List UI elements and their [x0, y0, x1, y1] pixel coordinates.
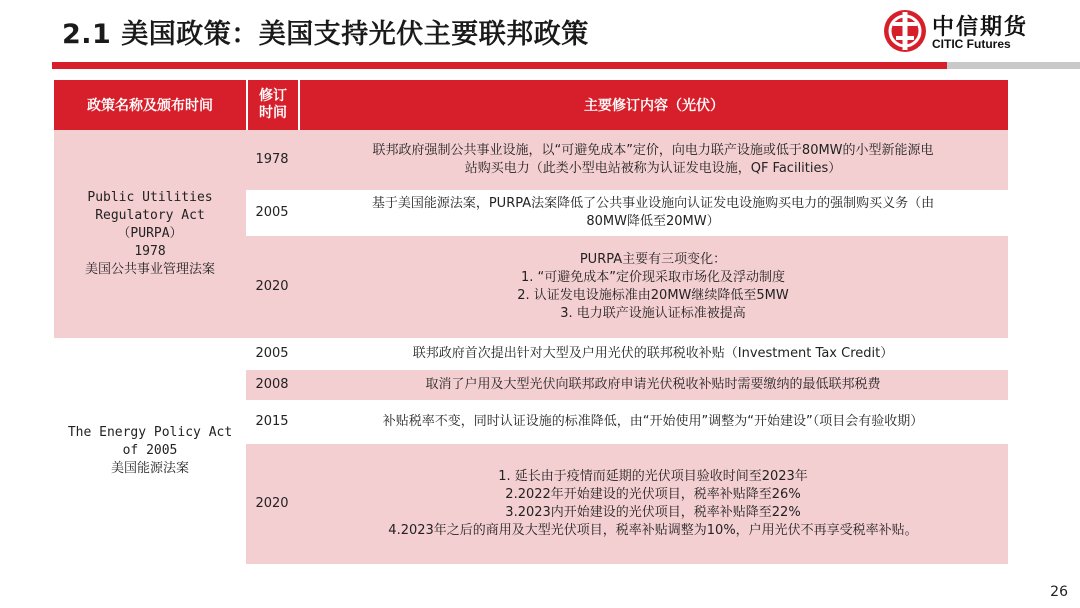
policy-cell-purpa	[54, 130, 246, 338]
content-line: 联邦政府强制公共事业设施，以“可避免成本”定价，向电力联产设施或低于80MW的小型新能源电	[372, 143, 934, 158]
content-line: 1. “可避免成本”定价现采取市场化及浮动制度	[520, 270, 785, 285]
title-divider-grey	[947, 62, 1080, 69]
column-header-content: 主要修订内容（光伏）	[298, 80, 1008, 130]
revision-year: 2005	[246, 338, 298, 370]
revision-year: 2008	[246, 370, 298, 400]
logo-chinese-name: 中信期货	[932, 15, 1029, 40]
policy-line: 美国能源法案	[110, 461, 189, 476]
citic-emblem-icon	[882, 8, 928, 54]
logo-english-name: CITIC Futures	[932, 37, 1011, 51]
content-line: 站购买电力（此类小型电站被称为认证发电设施，QF Facilities）	[464, 161, 842, 176]
revision-year: 2005	[246, 190, 298, 236]
column-header-revision-time: 修订时间	[246, 80, 298, 130]
revision-content	[298, 130, 1008, 190]
policy-line: Regulatory Act	[95, 208, 205, 223]
content-line: 4.2023年之后的商用及大型光伏项目，税率补贴调整为10%，户用光伏不再享受税率补贴。	[388, 523, 918, 538]
content-line: PURPA主要有三项变化：	[579, 252, 727, 267]
title-divider-red	[52, 62, 947, 69]
policy-line: 美国公共事业管理法案	[84, 262, 215, 277]
page-title: 2.1 美国政策：美国支持光伏主要联邦政策	[62, 19, 589, 50]
page-number: 26	[1050, 584, 1068, 600]
revision-content	[298, 190, 1008, 236]
revision-year: 2020	[246, 444, 298, 564]
revision-year: 2020	[246, 236, 298, 338]
revision-year: 1978	[246, 130, 298, 190]
revision-year: 2015	[246, 400, 298, 444]
content-line: 2.2022年开始建设的光伏项目，税率补贴降至26%	[505, 487, 801, 502]
content-line: 80MW降低至20MW）	[586, 214, 720, 229]
policy-line: 1978	[134, 244, 166, 259]
revision-content: 联邦政府首次提出针对大型及户用光伏的联邦税收补贴（Investment Tax Credit）	[298, 338, 1008, 370]
policy-cell-energy-policy-act	[54, 338, 246, 564]
content-line: 基于美国能源法案，PURPA法案降低了公共事业设施向认证发电设施购买电力的强制购买义务（由	[371, 196, 935, 211]
column-header-policy: 政策名称及颁布时间	[54, 80, 246, 130]
policy-line: of 2005	[122, 443, 178, 458]
revision-content: 取消了户用及大型光伏向联邦政府申请光伏税收补贴时需要缴纳的最低联邦税费	[298, 370, 1008, 400]
policy-line: Public Utilities	[87, 190, 213, 205]
content-line: 3. 电力联产设施认证标准被提高	[560, 306, 746, 321]
citic-futures-logo	[882, 6, 1052, 56]
revision-content: 补贴税率不变，同时认证设施的标准降低，由“开始使用”调整为“开始建设”（项目会有验收期）	[298, 400, 1008, 444]
content-line: 3.2023内开始建设的光伏项目，税率补贴降至22%	[505, 505, 801, 520]
revision-content	[298, 444, 1008, 564]
content-line: 2. 认证发电设施标准由20MW继续降低至5MW	[517, 288, 789, 303]
policy-line: The Energy Policy Act	[67, 425, 233, 440]
revision-content	[298, 236, 1008, 338]
policy-line: （PURPA）	[117, 226, 183, 241]
content-line: 1. 延长由于疫情而延期的光伏项目验收时间至2023年	[498, 469, 808, 484]
title-divider-bar	[52, 62, 1080, 69]
